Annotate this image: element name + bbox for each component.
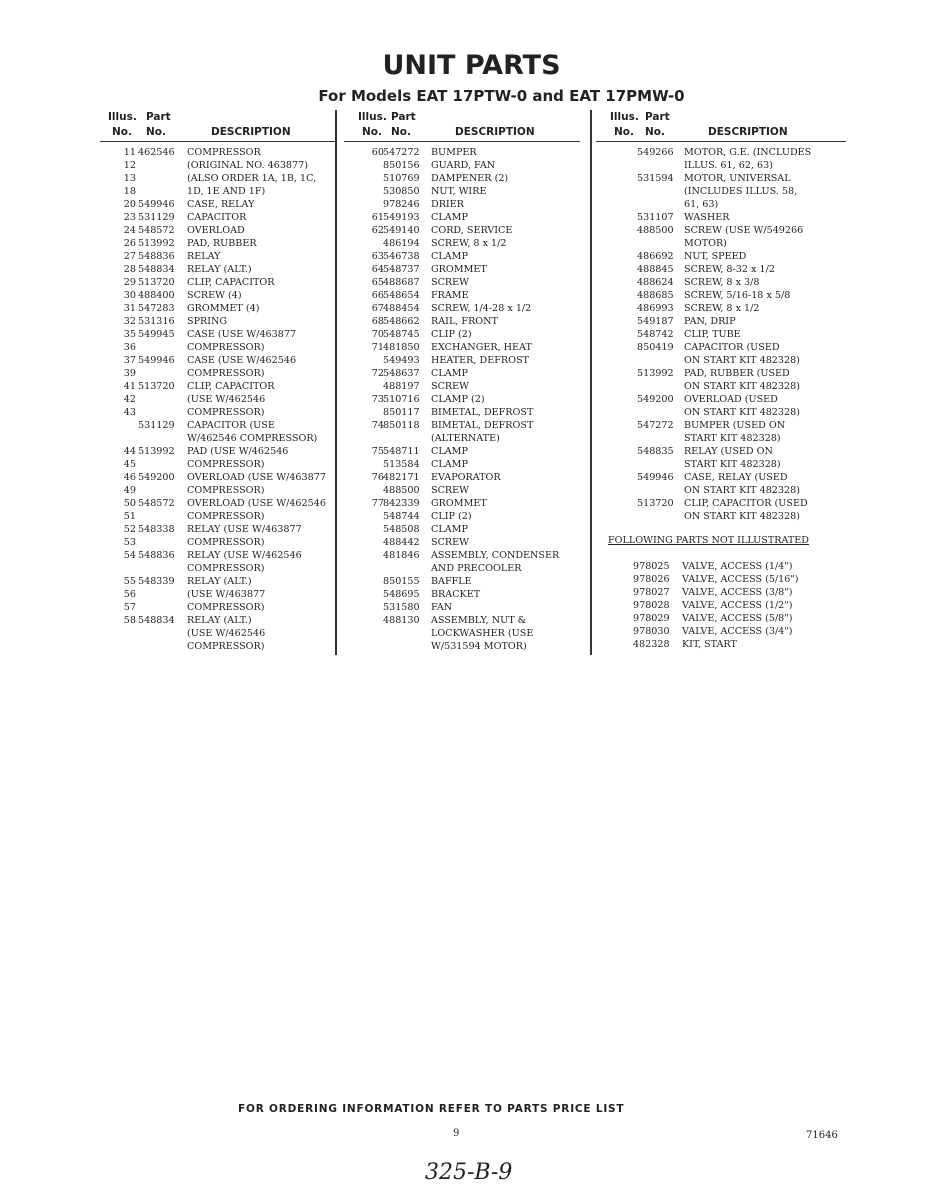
illus-number: 51 xyxy=(123,511,136,522)
part-number: 488687 xyxy=(383,277,420,288)
part-number: 513720 xyxy=(138,381,175,392)
part-description: COMPRESSOR) xyxy=(187,368,265,379)
ordering-note: FOR ORDERING INFORMATION REFER TO PARTS PRICE LIST xyxy=(238,1103,625,1115)
column-divider xyxy=(335,110,337,655)
part-description: SCREW, 5/16-18 x 5/8 xyxy=(684,290,791,301)
illus-number: 50 xyxy=(123,498,136,509)
part-description: COMPRESSOR) xyxy=(187,485,265,496)
not-illustrated-heading: FOLLOWING PARTS NOT ILLUSTRATED xyxy=(608,535,809,546)
part-description: BUMPER (USED ON xyxy=(684,420,786,431)
header-part-no: No. xyxy=(645,126,665,138)
part-description: HEATER, DEFROST xyxy=(431,355,529,366)
part-description: SCREW (4) xyxy=(187,290,242,301)
illus-number: 27 xyxy=(123,251,136,262)
part-number: 842339 xyxy=(383,498,420,509)
part-description: SCREW, 8 x 1/2 xyxy=(431,238,507,249)
part-description: ASSEMBLY, NUT & xyxy=(431,615,527,626)
part-number: 510769 xyxy=(383,173,420,184)
part-description: START KIT 482328) xyxy=(684,433,781,444)
part-description: EVAPORATOR xyxy=(431,472,501,483)
illus-number: 70 xyxy=(371,329,384,340)
part-description: RELAY (ALT.) xyxy=(187,264,252,275)
part-number: 548339 xyxy=(138,576,175,587)
part-description: CLIP, TUBE xyxy=(684,329,741,340)
part-number: 548695 xyxy=(383,589,420,600)
part-description: VALVE, ACCESS (5/8") xyxy=(682,613,793,624)
header-rule xyxy=(100,141,336,142)
part-number: 513720 xyxy=(637,498,674,509)
part-number: 548835 xyxy=(637,446,674,457)
part-description: ON START KIT 482328) xyxy=(684,511,800,522)
illus-number: 30 xyxy=(123,290,136,301)
part-description: CASE, RELAY xyxy=(187,199,255,210)
document-code: 71646 xyxy=(806,1130,838,1141)
illus-number: 28 xyxy=(123,264,136,275)
part-description: NUT, WIRE xyxy=(431,186,487,197)
part-number: 548834 xyxy=(138,615,175,626)
part-description: (USE W/462546 xyxy=(187,394,266,405)
part-number: 547272 xyxy=(637,420,674,431)
part-description: COMPRESSOR) xyxy=(187,459,265,470)
part-number: 513992 xyxy=(138,238,175,249)
part-number: 548711 xyxy=(383,446,420,457)
illus-number: 77 xyxy=(371,498,384,509)
part-description: CLIP (2) xyxy=(431,329,472,340)
part-number: 549946 xyxy=(637,472,674,483)
part-description: RELAY (ALT.) xyxy=(187,615,252,626)
part-number: 548737 xyxy=(383,264,420,275)
part-description: COMPRESSOR xyxy=(187,147,261,158)
part-description: RELAY xyxy=(187,251,221,262)
part-description: ON START KIT 482328) xyxy=(684,407,800,418)
header-part-no: No. xyxy=(146,126,166,138)
illus-number: 74 xyxy=(371,420,384,431)
part-description: CAPACITOR xyxy=(187,212,247,223)
header-illus-no: No. xyxy=(112,126,132,138)
illus-number: 52 xyxy=(123,524,136,535)
part-description: (USE W/462546 xyxy=(187,628,266,639)
part-number: 488500 xyxy=(383,485,420,496)
part-description: BRACKET xyxy=(431,589,481,600)
illus-number: 43 xyxy=(123,407,136,418)
part-number: 548338 xyxy=(138,524,175,535)
part-description: CLAMP xyxy=(431,524,468,535)
part-description: COMPRESSOR) xyxy=(187,511,265,522)
illus-number: 24 xyxy=(123,225,136,236)
part-number: 488400 xyxy=(138,290,175,301)
illus-number: 53 xyxy=(123,537,136,548)
illus-number: 67 xyxy=(371,303,384,314)
part-number: 488685 xyxy=(637,290,674,301)
part-number: 482328 xyxy=(633,639,670,650)
part-description: PAD, RUBBER xyxy=(187,238,257,249)
part-description: GROMMET (4) xyxy=(187,303,260,314)
part-number: 850117 xyxy=(383,407,420,418)
part-description: CLIP, CAPACITOR xyxy=(187,277,275,288)
part-number: 548742 xyxy=(637,329,674,340)
part-number: 548744 xyxy=(383,511,420,522)
part-number: 531107 xyxy=(637,212,674,223)
part-number: 488197 xyxy=(383,381,420,392)
part-description: BUMPER xyxy=(431,147,477,158)
part-description: PAN, DRIP xyxy=(684,316,736,327)
part-number: 549266 xyxy=(637,147,674,158)
part-description: SCREW, 1/4-28 x 1/2 xyxy=(431,303,532,314)
part-description: (USE W/463877 xyxy=(187,589,266,600)
part-description: MOTOR, G.E. (INCLUDES xyxy=(684,147,812,158)
part-number: 978030 xyxy=(633,626,670,637)
part-description: (ALTERNATE) xyxy=(431,433,500,444)
part-description: 61, 63) xyxy=(684,199,719,210)
part-description: CLIP, CAPACITOR xyxy=(187,381,275,392)
illus-number: 42 xyxy=(123,394,136,405)
part-number: 488500 xyxy=(637,225,674,236)
part-number: 513992 xyxy=(138,446,175,457)
handwritten-note: 325-B-9 xyxy=(425,1160,513,1185)
part-description: ON START KIT 482328) xyxy=(684,355,800,366)
part-number: 978026 xyxy=(633,574,670,585)
part-description: CLAMP xyxy=(431,212,468,223)
part-number: 549200 xyxy=(637,394,674,405)
page-number: 9 xyxy=(453,1128,460,1139)
part-description: OVERLOAD (USE W/462546 xyxy=(187,498,326,509)
part-number: 548572 xyxy=(138,225,175,236)
illus-number: 64 xyxy=(371,264,384,275)
illus-number: 72 xyxy=(371,368,384,379)
part-number: 548637 xyxy=(383,368,420,379)
illus-number: 31 xyxy=(123,303,136,314)
part-number: 547272 xyxy=(383,147,420,158)
part-description: FAN xyxy=(431,602,453,613)
part-number: 548745 xyxy=(383,329,420,340)
part-description: SCREW, 8 x 1/2 xyxy=(684,303,760,314)
part-description: VALVE, ACCESS (1/4") xyxy=(682,561,793,572)
part-description: RELAY (USE W/463877 xyxy=(187,524,302,535)
part-description: BAFFLE xyxy=(431,576,472,587)
part-number: 531316 xyxy=(138,316,175,327)
illus-number: 71 xyxy=(371,342,384,353)
part-description: EXCHANGER, HEAT xyxy=(431,342,532,353)
part-description: CLIP, CAPACITOR (USED xyxy=(684,498,808,509)
illus-number: 35 xyxy=(123,329,136,340)
part-description: COMPRESSOR) xyxy=(187,641,265,652)
illus-number: 49 xyxy=(123,485,136,496)
illus-number: 60 xyxy=(371,147,384,158)
part-description: CLAMP xyxy=(431,459,468,470)
illus-number: 20 xyxy=(123,199,136,210)
part-description: SCREW xyxy=(431,277,470,288)
header-rule xyxy=(344,141,580,142)
part-number: 978025 xyxy=(633,561,670,572)
part-description: VALVE, ACCESS (1/2") xyxy=(682,600,793,611)
part-description: COMPRESSOR) xyxy=(187,602,265,613)
illus-number: 36 xyxy=(123,342,136,353)
part-description: GUARD, FAN xyxy=(431,160,496,171)
part-number: 978246 xyxy=(383,199,420,210)
part-number: 549193 xyxy=(383,212,420,223)
illus-number: 18 xyxy=(123,186,136,197)
column-divider xyxy=(590,110,592,655)
part-description: OVERLOAD (USE W/463877 xyxy=(187,472,326,483)
part-number: 513720 xyxy=(138,277,175,288)
illus-number: 46 xyxy=(123,472,136,483)
illus-number: 62 xyxy=(371,225,384,236)
part-description: W/462546 COMPRESSOR) xyxy=(187,433,318,444)
part-description: VALVE, ACCESS (5/16") xyxy=(682,574,799,585)
part-description: RAIL, FRONT xyxy=(431,316,498,327)
illus-number: 32 xyxy=(123,316,136,327)
part-description: DRIER xyxy=(431,199,464,210)
illus-number: 63 xyxy=(371,251,384,262)
illus-number: 37 xyxy=(123,355,136,366)
part-description: MOTOR) xyxy=(684,238,727,249)
header-part: Part xyxy=(146,111,171,123)
part-number: 548572 xyxy=(138,498,175,509)
part-number: 546738 xyxy=(383,251,420,262)
part-description: ASSEMBLY, CONDENSER xyxy=(431,550,560,561)
part-description: NUT, SPEED xyxy=(684,251,747,262)
part-number: 978027 xyxy=(633,587,670,598)
part-description: CLAMP xyxy=(431,251,468,262)
header-rule xyxy=(596,141,846,142)
page-title: UNIT PARTS xyxy=(382,50,561,81)
part-description: (INCLUDES ILLUS. 58, xyxy=(684,186,798,197)
illus-number: 68 xyxy=(371,316,384,327)
part-description: CLIP (2) xyxy=(431,511,472,522)
part-number: 548836 xyxy=(138,550,175,561)
part-description: VALVE, ACCESS (3/8") xyxy=(682,587,793,598)
illus-number: 66 xyxy=(371,290,384,301)
part-description: LOCKWASHER (USE xyxy=(431,628,534,639)
part-description: DAMPENER (2) xyxy=(431,173,509,184)
part-description: RELAY (USE W/462546 xyxy=(187,550,302,561)
header-illus: Illus. xyxy=(610,111,639,123)
part-number: 531129 xyxy=(138,212,175,223)
part-number: 850155 xyxy=(383,576,420,587)
illus-number: 41 xyxy=(123,381,136,392)
part-description: COMPRESSOR) xyxy=(187,407,265,418)
part-description: MOTOR, UNIVERSAL xyxy=(684,173,791,184)
part-number: 548836 xyxy=(138,251,175,262)
models-subtitle: For Models EAT 17PTW-0 and EAT 17PMW-0 xyxy=(318,87,685,105)
part-number: 549140 xyxy=(383,225,420,236)
part-description: CLAMP (2) xyxy=(431,394,485,405)
illus-number: 23 xyxy=(123,212,136,223)
illus-number: 58 xyxy=(123,615,136,626)
illus-number: 12 xyxy=(123,160,136,171)
part-description: OVERLOAD xyxy=(187,225,245,236)
part-description: SPRING xyxy=(187,316,228,327)
part-description: COMPRESSOR) xyxy=(187,342,265,353)
part-number: 488130 xyxy=(383,615,420,626)
illus-number: 75 xyxy=(371,446,384,457)
part-description: CAPACITOR (USED xyxy=(684,342,780,353)
part-number: 547283 xyxy=(138,303,175,314)
part-number: 488454 xyxy=(383,303,420,314)
part-number: 549946 xyxy=(138,199,175,210)
part-number: 481846 xyxy=(383,550,420,561)
part-description: SCREW, 8 x 3/8 xyxy=(684,277,760,288)
part-description: WASHER xyxy=(684,212,730,223)
part-number: 548654 xyxy=(383,290,420,301)
part-description: ON START KIT 482328) xyxy=(684,381,800,392)
header-illus: Illus. xyxy=(358,111,387,123)
part-number: 548508 xyxy=(383,524,420,535)
illus-number: 65 xyxy=(371,277,384,288)
illus-number: 39 xyxy=(123,368,136,379)
part-number: 482171 xyxy=(383,472,420,483)
part-number: 549946 xyxy=(138,355,175,366)
part-description: CASE (USE W/462546 xyxy=(187,355,297,366)
part-description: CASE, RELAY (USED xyxy=(684,472,788,483)
header-part: Part xyxy=(645,111,670,123)
header-part-no: No. xyxy=(391,126,411,138)
part-number: 850419 xyxy=(637,342,674,353)
part-description: ILLUS. 61, 62, 63) xyxy=(684,160,773,171)
header-illus-no: No. xyxy=(362,126,382,138)
part-description: CASE (USE W/463877 xyxy=(187,329,297,340)
illus-number: 73 xyxy=(371,394,384,405)
part-number: 531129 xyxy=(138,420,175,431)
illus-number: 13 xyxy=(123,173,136,184)
illus-number: 54 xyxy=(123,550,136,561)
part-description: FRAME xyxy=(431,290,469,301)
illus-number: 44 xyxy=(123,446,136,457)
part-description: CAPACITOR (USE xyxy=(187,420,275,431)
part-number: 462546 xyxy=(138,147,175,158)
part-number: 978028 xyxy=(633,600,670,611)
part-number: 486194 xyxy=(383,238,420,249)
part-number: 481850 xyxy=(383,342,420,353)
part-number: 548834 xyxy=(138,264,175,275)
part-number: 488845 xyxy=(637,264,674,275)
header-description: DESCRIPTION xyxy=(708,126,788,138)
part-description: W/531594 MOTOR) xyxy=(431,641,527,652)
part-number: 549200 xyxy=(138,472,175,483)
part-description: CLAMP xyxy=(431,446,468,457)
illus-number: 56 xyxy=(123,589,136,600)
part-description: AND PRECOOLER xyxy=(431,563,522,574)
part-description: KIT, START xyxy=(682,639,737,650)
illus-number: 45 xyxy=(123,459,136,470)
header-part: Part xyxy=(391,111,416,123)
illus-number: 57 xyxy=(123,602,136,613)
part-number: 486692 xyxy=(637,251,674,262)
illus-number: 29 xyxy=(123,277,136,288)
part-description: COMPRESSOR) xyxy=(187,537,265,548)
part-description: SCREW, 8-32 x 1/2 xyxy=(684,264,775,275)
part-number: 548662 xyxy=(383,316,420,327)
part-number: 549493 xyxy=(383,355,420,366)
header-illus: Illus. xyxy=(108,111,137,123)
header-illus-no: No. xyxy=(614,126,634,138)
part-description: SCREW (USE W/549266 xyxy=(684,225,804,236)
part-description: COMPRESSOR) xyxy=(187,563,265,574)
part-description: START KIT 482328) xyxy=(684,459,781,470)
illus-number: 76 xyxy=(371,472,384,483)
illus-number: 61 xyxy=(371,212,384,223)
part-description: GROMMET xyxy=(431,498,487,509)
part-number: 549187 xyxy=(637,316,674,327)
part-description: RELAY (USED ON xyxy=(684,446,773,457)
part-number: 531594 xyxy=(637,173,674,184)
part-number: 510716 xyxy=(383,394,420,405)
part-number: 549945 xyxy=(138,329,175,340)
part-description: BIMETAL, DEFROST xyxy=(431,407,534,418)
header-description: DESCRIPTION xyxy=(455,126,535,138)
part-description: CLAMP xyxy=(431,368,468,379)
part-number: 850118 xyxy=(383,420,420,431)
part-description: ON START KIT 482328) xyxy=(684,485,800,496)
header-description: DESCRIPTION xyxy=(211,126,291,138)
part-number: 513584 xyxy=(383,459,420,470)
illus-number: 26 xyxy=(123,238,136,249)
part-description: OVERLOAD (USED xyxy=(684,394,778,405)
part-number: 488442 xyxy=(383,537,420,548)
part-number: 531580 xyxy=(383,602,420,613)
part-description: PAD, RUBBER (USED xyxy=(684,368,790,379)
part-number: 488624 xyxy=(637,277,674,288)
part-number: 530850 xyxy=(383,186,420,197)
part-description: 1D, 1E AND 1F) xyxy=(187,186,266,197)
part-description: PAD (USE W/462546 xyxy=(187,446,289,457)
illus-number: 55 xyxy=(123,576,136,587)
illus-number: 11 xyxy=(123,147,136,158)
part-description: SCREW xyxy=(431,537,470,548)
part-description: BIMETAL, DEFROST xyxy=(431,420,534,431)
part-description: GROMMET xyxy=(431,264,487,275)
part-number: 513992 xyxy=(637,368,674,379)
part-description: (ALSO ORDER 1A, 1B, 1C, xyxy=(187,173,317,184)
part-description: SCREW xyxy=(431,485,470,496)
part-description: SCREW xyxy=(431,381,470,392)
part-number: 850156 xyxy=(383,160,420,171)
part-number: 978029 xyxy=(633,613,670,624)
part-description: CORD, SERVICE xyxy=(431,225,513,236)
part-description: (ORIGINAL NO. 463877) xyxy=(187,160,308,171)
part-number: 486993 xyxy=(637,303,674,314)
part-description: VALVE, ACCESS (3/4") xyxy=(682,626,793,637)
part-description: RELAY (ALT.) xyxy=(187,576,252,587)
